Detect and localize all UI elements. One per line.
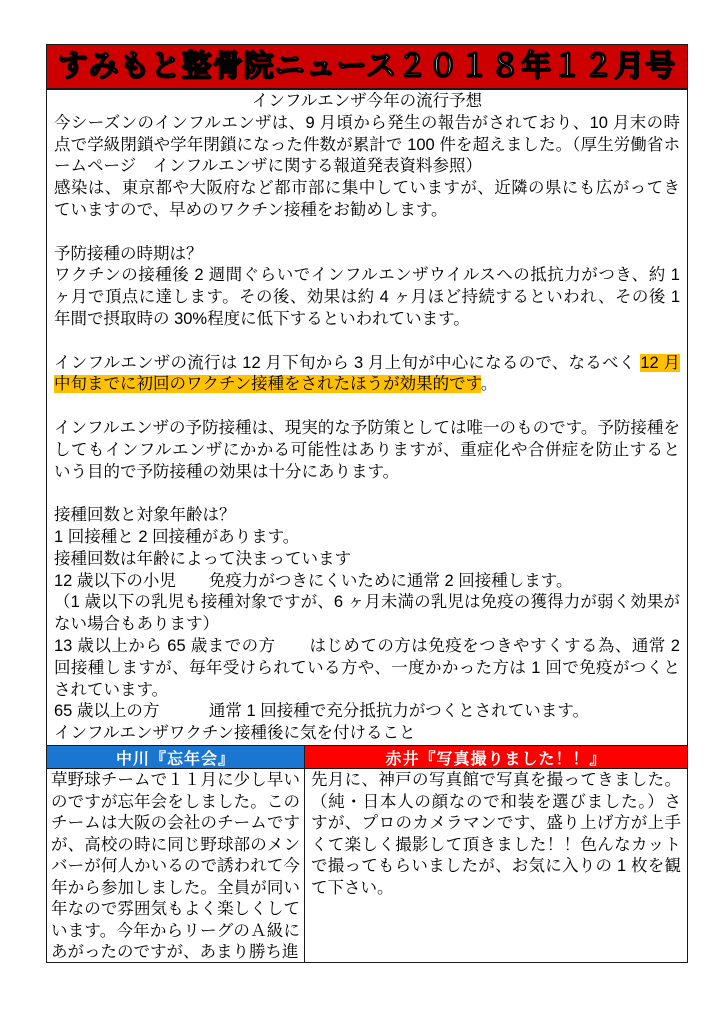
article-heading: インフルエンザ今年の流行予想 — [251, 92, 483, 110]
intro-paragraph-2: 感染は、東京都や大阪府など都市部に集中していますが、近隣の県にも広がってきていますので、早めのワクチン接種をお勧めします。 — [54, 179, 680, 219]
doses-line: 接種回数は年齢によって決まっています — [54, 549, 351, 568]
bottom-columns — [47, 745, 687, 962]
newsletter-title: すみもと整骨院ニュース２０１８年１２月号 — [57, 49, 677, 83]
article-body — [47, 90, 687, 745]
doses-line: 1 回接種と 2 回接種があります。 — [54, 527, 300, 546]
timing-question: 予防接種の時期は？ — [54, 244, 203, 263]
doses-line: 13 歳以上から 65 歳までの方 はじめての方は免疫をつきやすくする為、通常 2 回接種しますが、毎年受けられている方や、一度かかった方は 1 回で免疫がつくとされています。 — [54, 636, 680, 699]
article-box — [46, 89, 688, 963]
doses-line: 12 歳以下の小児 免疫力がつきにくいために通常 2 回接種します。 — [54, 571, 573, 590]
column-nakagawa-header: 中川『忘年会』 — [47, 746, 304, 769]
effect-paragraph: インフルエンザの予防接種は、現実的な予防策としては唯一のものです。予防接種をしてもインフルエンザにかかる可能性はありますが、重症化や合併症を防止するという目的で予防接種の効果は十分にあります。 — [54, 418, 680, 481]
column-akai-header: 赤井『写真撮りました！！』 — [305, 746, 687, 769]
newsletter-title-banner — [46, 44, 688, 89]
doses-line: 65 歳以上の方 通常 1 回接種で充分抵抗力がつくとされています。 — [54, 702, 589, 721]
season-pre-text: インフルエンザの流行は 12 月下旬から 3 月上旬が中心になるので、なるべく — [54, 353, 641, 372]
column-akai — [305, 746, 687, 962]
season-paragraph — [54, 353, 680, 397]
season-post-text: 。 — [480, 375, 498, 394]
doses-question: 接種回数と対象年齢は？ — [54, 506, 236, 525]
doses-line: インフルエンザワクチン接種後に気を付けること — [54, 724, 416, 743]
doses-line: （1 歳以下の乳児も接種対象ですが、6 ヶ月未満の乳児は免疫の獲得力が弱く効果がない場合もあります） — [54, 593, 680, 634]
column-nakagawa — [47, 746, 305, 962]
column-akai-body: 先月に、神戸の写真館で写真を撮ってきました。（純・日本人の顔なので和装を選びました。）さすが、プロのカメラマンです、盛り上げ方が上手くて楽しく撮影して頂きました！！色んなカットで撮ってもらいましたが、お気に入りの 1 枚を観て下さい。 — [311, 771, 681, 897]
highlighted-advice: 12 月中旬までに初回のワクチン接種をされたほうが効果的です — [54, 353, 681, 394]
intro-paragraph: 今シーズンのインフルエンザは、9 月頃から発生の報告がされており、10 月末の時点で学級閉鎖や学年閉鎖になった件数が累計で 100 件を超えました。（厚生労働省ホームページ インフルエンザに関する報道発表資料参照） — [54, 113, 680, 176]
column-nakagawa-body: 草野球チームで１１月に少し早いのですが忘年会をしました。このチームは大阪の会社のチームですが、高校の時に同じ野球部のメンバーが何人かいるので誘われて今年から参加しました。全員が同い年なので雰囲気もよく楽しくしています。今年からリーグのＡ級にあがったのですが、あまり勝ち進 — [51, 771, 300, 961]
timing-answer: ワクチンの接種後 2 週間ぐらいでインフルエンザウイルスへの抵抗力がつき、約 1 ヶ月で頂点に達します。その後、効果は約 4 ヶ月ほど持続するといわれ、その後 1 年間で摂取時の 30%程度に低下するといわれています。 — [54, 266, 680, 328]
